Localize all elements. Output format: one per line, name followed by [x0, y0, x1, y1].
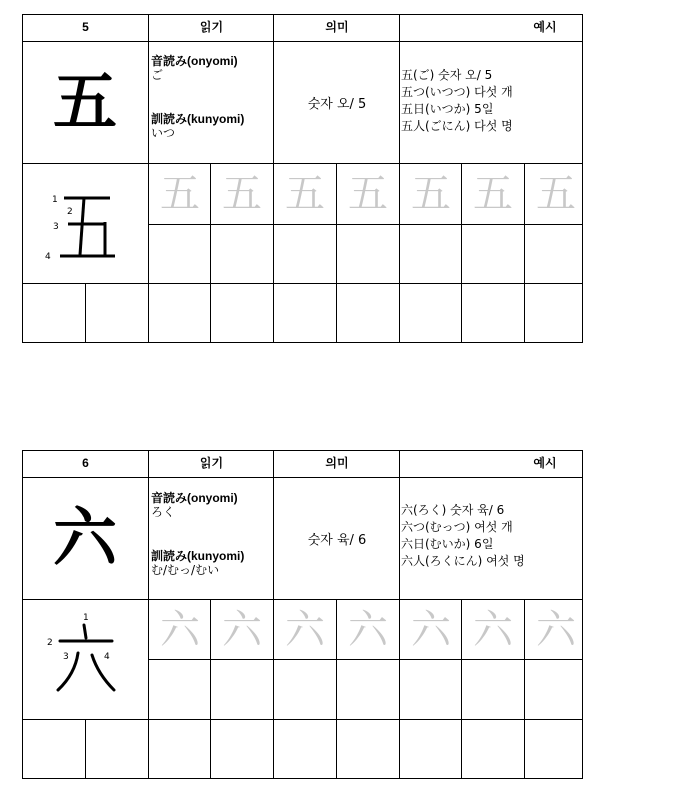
kanji-number: 5: [82, 20, 89, 34]
header-reading: 읽기: [199, 456, 224, 470]
stroke-number: 3: [63, 652, 69, 662]
onyomi-value: ろく: [151, 505, 176, 519]
stroke-number: 4: [45, 252, 51, 262]
stroke-number: 2: [47, 638, 53, 648]
tracing-character: 五: [160, 171, 200, 217]
reading-block: [151, 54, 271, 140]
tracing-character: 五: [222, 171, 262, 217]
header-meaning: 의미: [325, 20, 349, 34]
meaning-text: 숫자 육/ 6: [307, 533, 367, 548]
stroke-order-diagram: [42, 176, 122, 266]
kunyomi-value: む/むっ/むい: [151, 563, 220, 577]
tracing-character: 五: [473, 171, 513, 217]
example-item: 五日(いつか) 5일: [401, 102, 494, 116]
examples-list: [401, 67, 571, 135]
stroke-number: 1: [83, 613, 89, 623]
kanji-character: 五: [53, 65, 117, 140]
tracing-character: 六: [536, 607, 576, 653]
kunyomi-label: 訓読み(kunyomi): [151, 112, 245, 126]
example-item: 五つ(いつつ) 다섯 개: [401, 85, 513, 99]
example-item: 五人(ごにん) 다섯 명: [401, 119, 513, 133]
header-meaning: 의미: [325, 456, 349, 470]
kunyomi-label: 訓読み(kunyomi): [151, 549, 245, 563]
example-item: 六日(むいか) 6일: [401, 537, 494, 551]
example-item: 六人(ろくにん) 여섯 명: [401, 554, 525, 568]
example-item: 六(ろく) 숫자 육/ 6: [401, 503, 505, 517]
header-reading: 읽기: [199, 20, 224, 34]
onyomi-value: ご: [151, 68, 164, 82]
tracing-character: 六: [473, 607, 513, 653]
tracing-character: 五: [348, 171, 388, 217]
examples-list: [401, 502, 571, 570]
tracing-character: 六: [285, 607, 325, 653]
stroke-number: 2: [67, 207, 73, 217]
kanji-number: 6: [82, 456, 89, 470]
tracing-character: 五: [411, 171, 451, 217]
header-example: 예시: [533, 456, 557, 470]
stroke-number: 1: [52, 195, 58, 205]
tracing-character: 六: [411, 607, 451, 653]
onyomi-label: 音読み(onyomi): [151, 491, 238, 505]
example-item: 六つ(むっつ) 여섯 개: [401, 520, 513, 534]
tracing-character: 五: [285, 171, 325, 217]
kanji-character: 六: [53, 501, 117, 576]
example-item: 五(ご) 숫자 오/ 5: [401, 68, 493, 82]
kanji-card-5: [22, 14, 576, 344]
stroke-order-diagram: [42, 612, 122, 702]
stroke-number: 4: [104, 652, 110, 662]
tracing-character: 六: [222, 607, 262, 653]
onyomi-label: 音読み(onyomi): [151, 54, 238, 68]
stroke-number: 3: [53, 222, 59, 232]
tracing-character: 六: [160, 607, 200, 653]
tracing-character: 五: [536, 171, 576, 217]
tracing-character: 六: [348, 607, 388, 653]
kunyomi-value: いつ: [151, 126, 176, 140]
header-example: 예시: [533, 20, 557, 34]
reading-block: [151, 491, 271, 577]
kanji-card-6: [22, 450, 576, 780]
meaning-text: 숫자 오/ 5: [307, 97, 367, 112]
